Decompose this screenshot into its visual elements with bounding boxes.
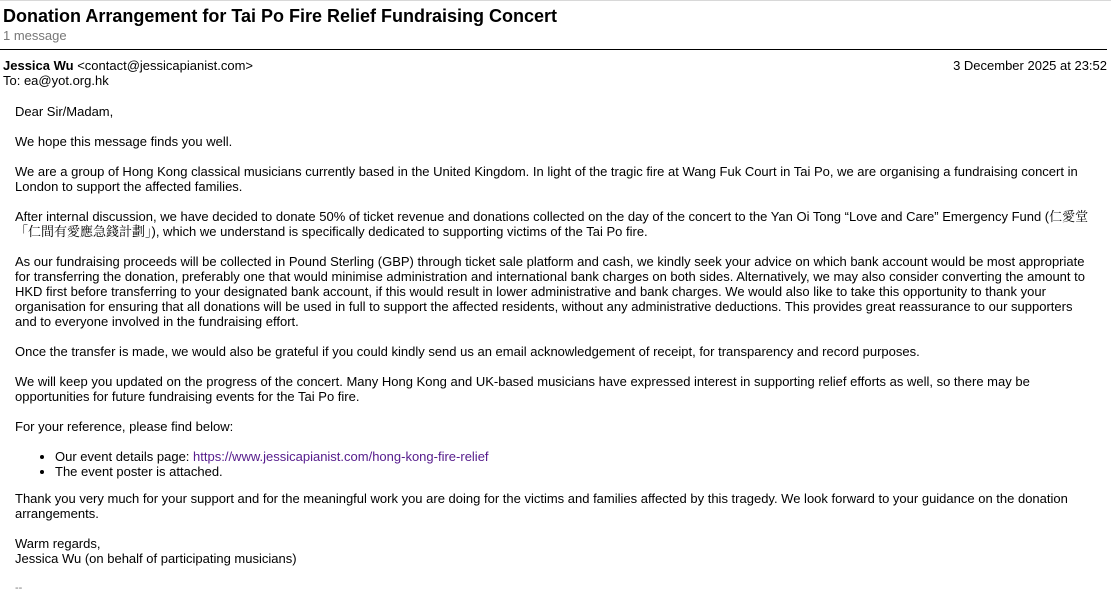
paragraph: We will keep you updated on the progress of the concert. Many Hong Kong and UK-based musicians have expressed interest in supporting relief efforts as well, so there may be opportunities for future fundraising events for the Tai Po fire. — [15, 374, 1030, 404]
sender-email: <contact@jessicapianist.com> — [77, 58, 253, 73]
list-item — [55, 449, 1095, 464]
paragraph: After internal discussion, we have decided to donate 50% of ticket revenue and donations collected on the day of the concert to the Yan Oi Tong “Love and Care” Emergency Fund (仁愛堂「仁間有愛應急錢計劃」), which we understand is specifically dedicated to supporting victims of the Tai Po fire. — [15, 209, 1089, 239]
sign-off — [15, 536, 1095, 566]
greeting: Dear Sir/Madam, — [15, 104, 114, 119]
paragraph: Thank you very much for your support and for the meaningful work you are doing for the victims and families affected by this tragedy. We look forward to your guidance on the donation arrangements. — [15, 491, 1068, 521]
top-border — [0, 0, 1111, 1]
recipient-line: To: ea@yot.org.hk — [3, 73, 109, 88]
closing: Warm regards, — [15, 536, 101, 551]
list-item-label: Our event details page: — [55, 449, 194, 464]
sender-line — [3, 58, 253, 73]
paragraph: Once the transfer is made, we would also be grateful if you could kindly send us an email acknowledgement of receipt, for transparency and record purposes. — [15, 344, 920, 359]
reference-list — [15, 449, 1095, 479]
paragraph: We hope this message finds you well. — [15, 134, 233, 149]
header-divider — [0, 49, 1107, 50]
email-body — [15, 104, 1095, 596]
list-item: • The event poster is attached. — [55, 464, 1095, 479]
sent-date: 3 December 2025 at 23:52 — [953, 58, 1107, 73]
email-subject: Donation Arrangement for Tai Po Fire Relief Fundraising Concert — [3, 6, 558, 26]
paragraph: As our fundraising proceeds will be collected in Pound Sterling (GBP) through ticket sale platform and cash, we kindly seek your advice on which bank account would be most appropriate for transferring the donation, preferably one that would minimise administration and international bank charges on both sides. Alternatively, we may also consider converting the amount to HKD first before transferring to your designated bank account, if this would result in lower administrative and bank charges. We would also like to take this opportunity to thank your organisation for ensuring that all donations will be used in full to support the affected residents, without any administrative deductions. This provides great reassurance to our supporters and to everyone involved in the fundraising effort. — [15, 254, 1085, 329]
paragraph: For your reference, please find below: — [15, 419, 234, 434]
event-link[interactable]: https://www.jessicapianist.com/hong-kong-fire-relief — [193, 449, 489, 464]
signature-separator: -- — [15, 582, 23, 594]
paragraph: We are a group of Hong Kong classical musicians currently based in the United Kingdom. In light of the tragic fire at Wang Fuk Court in Tai Po, we are organising a fundraising concert in London to support the affected families. — [15, 164, 1078, 194]
message-count: 1 message — [3, 28, 67, 43]
signature: Jessica Wu (on behalf of participating musicians) — [15, 551, 297, 566]
sender-name: Jessica Wu — [3, 58, 74, 73]
